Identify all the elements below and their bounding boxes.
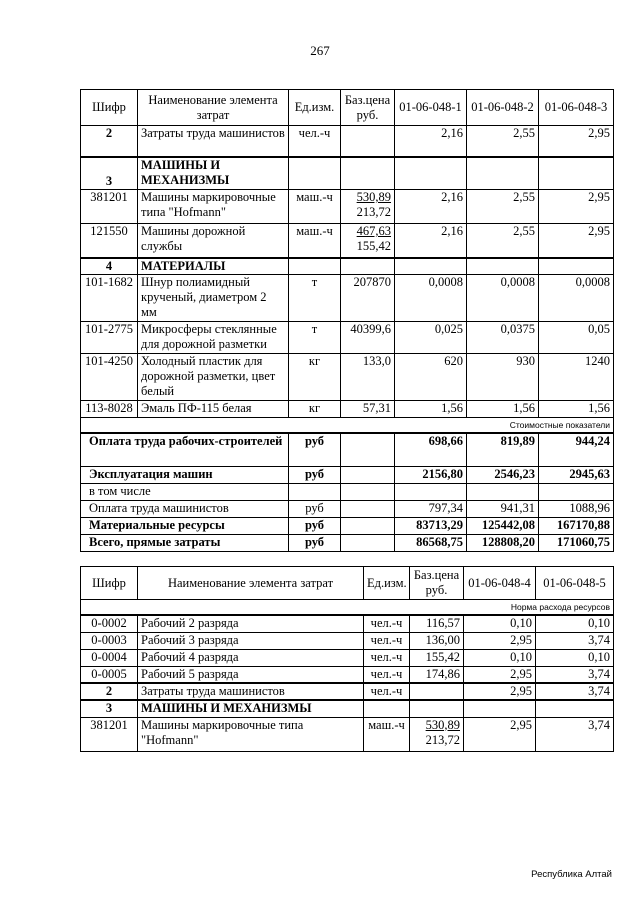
cell-price: 174,86 — [410, 666, 464, 683]
cell-price: 57,31 — [341, 400, 395, 417]
summary-unit: руб — [289, 467, 341, 484]
cell-price: 40399,6 — [341, 321, 395, 353]
cell-name: Машины дорожной службы — [138, 224, 289, 258]
summary-label: Материальные ресурсы — [81, 518, 289, 535]
price-value: 530,89 — [425, 717, 460, 732]
cell-price — [410, 683, 464, 700]
table-row — [81, 717, 614, 751]
summary-unit: руб — [289, 433, 341, 467]
summary-row — [81, 467, 614, 484]
table-row — [81, 400, 614, 417]
header-code: Шифр — [81, 90, 138, 126]
summary-v2: 819,89 — [467, 433, 539, 467]
table-row — [81, 683, 614, 700]
cell-v3: 1240 — [539, 353, 614, 400]
summary-label: Эксплуатация машин — [81, 467, 289, 484]
summary-v2: 125442,08 — [467, 518, 539, 535]
cell-v4: 2,95 — [464, 632, 536, 649]
summary-label: Оплата труда машинистов — [81, 501, 289, 518]
table-row — [81, 190, 614, 224]
cost-table-1 — [80, 89, 614, 552]
table-row — [81, 126, 614, 157]
cell-price — [341, 126, 395, 157]
header-code: Шифр — [81, 567, 138, 600]
cell-name: Затраты труда машинистов — [138, 126, 289, 157]
cell-unit: чел.-ч — [364, 666, 410, 683]
header-price: Баз.цена руб. — [410, 567, 464, 600]
footer-region: Республика Алтай — [531, 869, 612, 880]
cost-caption: Стоимостные показатели — [81, 417, 614, 433]
summary-unit: руб — [289, 535, 341, 552]
header-col-3: 01-06-048-3 — [539, 90, 614, 126]
section-row — [81, 157, 614, 190]
cell-v3: 2,95 — [539, 224, 614, 258]
cell-unit: кг — [289, 400, 341, 417]
cell-v1: 0,025 — [395, 321, 467, 353]
summary-v3: 167170,88 — [539, 518, 614, 535]
cell-v5: 0,10 — [536, 649, 614, 666]
summary-v3: 2945,63 — [539, 467, 614, 484]
table-header-row — [81, 567, 614, 600]
cell-unit: чел.-ч — [364, 615, 410, 632]
cell-unit: маш.-ч — [289, 224, 341, 258]
summary-unit: руб — [289, 501, 341, 518]
cell-name: Шнур полиамидный крученый, диаметром 2 мм — [138, 274, 289, 321]
cell-v1: 2,16 — [395, 126, 467, 157]
cell-v2: 2,55 — [467, 126, 539, 157]
cell-unit: чел.-ч — [289, 126, 341, 157]
cell-price: 207870 — [341, 274, 395, 321]
cell-code: 2 — [81, 683, 138, 700]
summary-label: в том числе — [81, 484, 289, 501]
cell-v1: 0,0008 — [395, 274, 467, 321]
cell-v2: 1,56 — [467, 400, 539, 417]
cell-v5: 3,74 — [536, 683, 614, 700]
cell-unit: кг — [289, 353, 341, 400]
summary-v2: 128808,20 — [467, 535, 539, 552]
cell-code: 0-0003 — [81, 632, 138, 649]
cell-name: Рабочий 2 разряда — [138, 615, 364, 632]
cell-code: 4 — [81, 258, 138, 275]
cell-code: 0-0004 — [81, 649, 138, 666]
cell-price: 155,42 — [410, 649, 464, 666]
cell-v2: 2,55 — [467, 190, 539, 224]
cell-name: МАШИНЫ И МЕХАНИЗМЫ — [138, 700, 364, 717]
cell-unit: маш.-ч — [364, 717, 410, 751]
section-row — [81, 700, 614, 717]
header-col-2: 01-06-048-2 — [467, 90, 539, 126]
table-row — [81, 353, 614, 400]
table-row — [81, 615, 614, 632]
cell-v2: 0,0375 — [467, 321, 539, 353]
cell-v2: 0,0008 — [467, 274, 539, 321]
cell-price: 116,57 — [410, 615, 464, 632]
cell-v2: 930 — [467, 353, 539, 400]
cell-v3: 2,95 — [539, 190, 614, 224]
cell-name: МАШИНЫ И МЕХАНИЗМЫ — [138, 157, 289, 190]
header-unit: Ед.изм. — [289, 90, 341, 126]
section-row — [81, 258, 614, 275]
cell-v4: 0,10 — [464, 649, 536, 666]
cell-code: 2 — [81, 126, 138, 157]
cell-name: МАТЕРИАЛЫ — [138, 258, 289, 275]
summary-row — [81, 501, 614, 518]
cell-v5: 0,10 — [536, 615, 614, 632]
cell-v5: 3,74 — [536, 632, 614, 649]
cell-code: 381201 — [81, 717, 138, 751]
summary-row — [81, 535, 614, 552]
cell-v4: 0,10 — [464, 615, 536, 632]
header-col-5: 01-06-048-5 — [536, 567, 614, 600]
cell-price — [341, 190, 395, 224]
cell-code: 101-1682 — [81, 274, 138, 321]
cell-name: Затраты труда машинистов — [138, 683, 364, 700]
cell-code: 121550 — [81, 224, 138, 258]
summary-unit: руб — [289, 518, 341, 535]
summary-v3: 1088,96 — [539, 501, 614, 518]
cell-name: Рабочий 5 разряда — [138, 666, 364, 683]
cell-v3: 0,0008 — [539, 274, 614, 321]
cell-v5: 3,74 — [536, 717, 614, 751]
cell-name: Рабочий 4 разряда — [138, 649, 364, 666]
cell-v1: 2,16 — [395, 190, 467, 224]
cell-code: 101-2775 — [81, 321, 138, 353]
cell-code: 3 — [81, 157, 138, 190]
cell-name: Микросферы стеклянные для дорожной разметки — [138, 321, 289, 353]
header-col-4: 01-06-048-4 — [464, 567, 536, 600]
caption-row — [81, 417, 614, 433]
cell-v3: 0,05 — [539, 321, 614, 353]
price-secondary: 213,72 — [356, 205, 391, 219]
header-col-1: 01-06-048-1 — [395, 90, 467, 126]
summary-v3: 171060,75 — [539, 535, 614, 552]
summary-v1: 797,34 — [395, 501, 467, 518]
cell-name: Рабочий 3 разряда — [138, 632, 364, 649]
cell-v5: 3,74 — [536, 666, 614, 683]
cell-v3: 2,95 — [539, 126, 614, 157]
cell-v1: 1,56 — [395, 400, 467, 417]
cell-unit: чел.-ч — [364, 649, 410, 666]
price-value: 530,89 — [356, 190, 391, 204]
summary-row — [81, 433, 614, 467]
cell-v4: 2,95 — [464, 717, 536, 751]
summary-v2: 2546,23 — [467, 467, 539, 484]
cell-v4: 2,95 — [464, 683, 536, 700]
price-secondary: 155,42 — [356, 239, 391, 253]
cell-name: Машины маркировочные типа "Hofmann" — [138, 717, 364, 751]
summary-label: Оплата труда рабочих-строителей — [81, 433, 289, 467]
cell-unit: чел.-ч — [364, 632, 410, 649]
caption-row — [81, 600, 614, 616]
cell-v3: 1,56 — [539, 400, 614, 417]
table-row — [81, 274, 614, 321]
header-name: Наименование элемента затрат — [138, 90, 289, 126]
cell-code: 0-0005 — [81, 666, 138, 683]
summary-label: Всего, прямые затраты — [81, 535, 289, 552]
table-row — [81, 666, 614, 683]
price-value: 467,63 — [356, 224, 391, 238]
cost-table-2 — [80, 566, 614, 752]
cell-unit: т — [289, 274, 341, 321]
table-row — [81, 321, 614, 353]
cell-v1: 620 — [395, 353, 467, 400]
cell-v1: 2,16 — [395, 224, 467, 258]
cell-name: Холодный пластик для дорожной разметки, цвет белый — [138, 353, 289, 400]
cell-price: 133,0 — [341, 353, 395, 400]
norm-caption: Норма расхода ресурсов — [81, 600, 614, 616]
cell-v2: 2,55 — [467, 224, 539, 258]
table-row — [81, 649, 614, 666]
table-row — [81, 224, 614, 258]
cell-code: 101-4250 — [81, 353, 138, 400]
summary-row — [81, 484, 614, 501]
cell-price — [410, 717, 464, 751]
header-price: Баз.цена руб. — [341, 90, 395, 126]
summary-v1: 86568,75 — [395, 535, 467, 552]
cell-price — [341, 224, 395, 258]
cell-v4: 2,95 — [464, 666, 536, 683]
cell-code: 381201 — [81, 190, 138, 224]
cell-unit: т — [289, 321, 341, 353]
summary-v1: 83713,29 — [395, 518, 467, 535]
summary-v3: 944,24 — [539, 433, 614, 467]
price-secondary: 213,72 — [425, 732, 460, 747]
page-number: 267 — [310, 43, 330, 58]
cell-code: 0-0002 — [81, 615, 138, 632]
summary-row — [81, 518, 614, 535]
cell-code: 113-8028 — [81, 400, 138, 417]
cell-unit: маш.-ч — [289, 190, 341, 224]
cell-code: 3 — [81, 700, 138, 717]
summary-v1: 698,66 — [395, 433, 467, 467]
cell-name: Машины маркировочные типа "Hofmann" — [138, 190, 289, 224]
cell-name: Эмаль ПФ-115 белая — [138, 400, 289, 417]
cell-unit: чел.-ч — [364, 683, 410, 700]
table-row — [81, 632, 614, 649]
table-header-row — [81, 90, 614, 126]
summary-v1: 2156,80 — [395, 467, 467, 484]
cell-price: 136,00 — [410, 632, 464, 649]
summary-v2: 941,31 — [467, 501, 539, 518]
header-name: Наименование элемента затрат — [138, 567, 364, 600]
header-unit: Ед.изм. — [364, 567, 410, 600]
